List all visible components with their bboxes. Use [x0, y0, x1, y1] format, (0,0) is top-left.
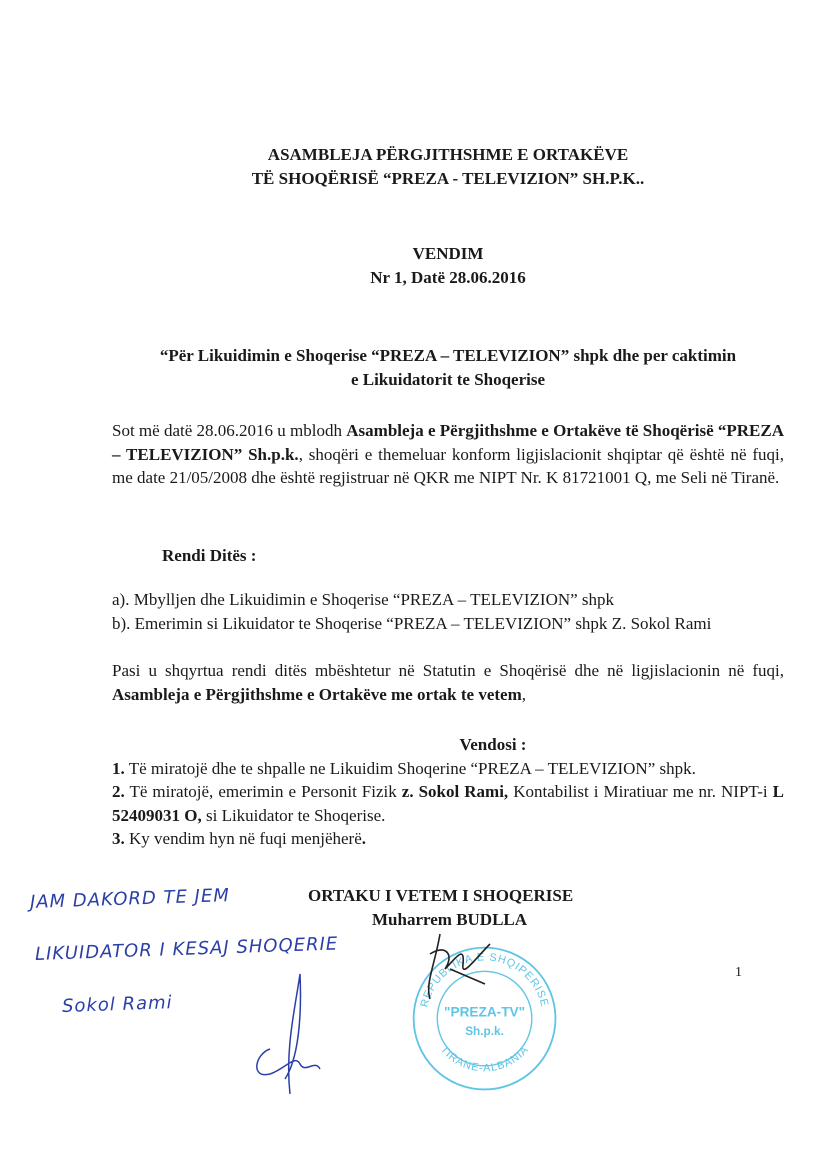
review-bold: Asambleja e Përgjithshme e Ortakëve me ortak te vetem	[112, 684, 522, 704]
item-bold: z. Sokol Rami,	[401, 782, 509, 801]
item-text: Të miratojë dhe te shpalle ne Likuidim Shoqerine “PREZA – TELEVIZION” shpk.	[124, 758, 696, 778]
agenda-item-b: b). Emerimin si Likuidator te Shoqerise “PREZA – TELEVIZION” shpk Z. Sokol Rami	[112, 613, 712, 633]
decision-number-date: Nr 1, Datë 28.06.2016	[370, 267, 526, 287]
decision-title: VENDIM	[412, 244, 484, 263]
item-bold: L 52409031 O,	[112, 782, 784, 825]
item-number: 3.	[112, 829, 125, 848]
item-number: 1.	[112, 758, 125, 778]
decision-item-1	[112, 757, 784, 781]
item-number: 2.	[112, 782, 125, 801]
review-text: Pasi u shqyrtua rendi ditës mbështetur në Statutin e Shoqërisë dhe në ligjislacionin në fuqi,	[112, 661, 784, 680]
item-text: si Likuidator te Shoqerise.	[201, 805, 386, 825]
svg-text:TIRANE-ALBANIA	[438, 1043, 532, 1074]
handwritten-line-3: Sokol Rami	[61, 991, 173, 1017]
intro-text: Sot më datë 28.06.2016 u mblodh	[112, 421, 347, 440]
signature-area	[0, 884, 840, 1099]
subject-line-2: e Likuidatorit te Shoqerise	[350, 369, 546, 389]
stamp-bottom-text: TIRANE-ALBANIA	[437, 1043, 532, 1074]
item-text: Kontabilist i Miratiuar me nr. NIPT-i	[508, 782, 773, 801]
handwritten-line-1: JAM DAKORD TE JEM	[29, 884, 231, 913]
intro-paragraph	[112, 419, 784, 490]
agenda-item-a: a). Mbylljen dhe Likuidimin e Shoqerise “PREZA – TELEVIZION” shpk	[112, 590, 615, 609]
item-text: Ky vendim hyn në fuqi menjëherë	[124, 829, 362, 848]
stamp-center-text: "PREZA-TV"	[444, 1004, 526, 1020]
decision-item-3	[112, 827, 784, 851]
signature-liquidator	[240, 969, 340, 1099]
intro-text-2: , shoqëri e themeluar konform ligjislacionit shqiptar që është në fuqi, me date 21/05/2008 dhe është regjistruar në QKR me NIPT Nr. K 81721001 Q, me Seli në Tiranë.	[112, 444, 784, 487]
stamp-sub-text: Sh.p.k.	[465, 1023, 504, 1038]
header-line-2: TË SHOQËRISË “PREZA - TELEVIZION” SH.P.K..	[251, 168, 645, 188]
agenda-heading: Rendi Ditës :	[162, 545, 257, 565]
header-line-1: ASAMBLEJA PËRGJITHSHME E ORTAKËVE	[267, 145, 629, 164]
subject-line-1: “Për Likuidimin e Shoqerise “PREZA – TELEVIZION” shpk dhe per caktimin	[159, 346, 737, 365]
item-text: Të miratojë, emerimin e Personit Fizik	[124, 782, 402, 801]
decision-item-2	[112, 780, 784, 827]
signatory-name: Muharrem BUDLLA	[372, 909, 528, 929]
signatory-title: ORTAKU I VETEM I SHOQERISE	[308, 885, 574, 905]
signature-owner	[395, 924, 495, 1004]
decides-heading: Vendosi :	[459, 735, 527, 754]
review-paragraph	[112, 659, 784, 706]
intro-bold: Asambleja e Përgjithshme e Ortakëve të Shoqërisë “PREZA – TELEVIZION” Sh.p.k.	[112, 421, 784, 464]
handwritten-line-2: LIKUIDATOR I KESAJ SHOQERIE	[34, 932, 339, 965]
review-comma: ,	[521, 684, 526, 704]
stamp-top-text: REPUBLIKA E SHQIPERISE	[418, 950, 551, 1008]
document-body	[29, 143, 784, 1099]
page-number: 1	[735, 964, 742, 980]
item-end: .	[361, 829, 366, 848]
